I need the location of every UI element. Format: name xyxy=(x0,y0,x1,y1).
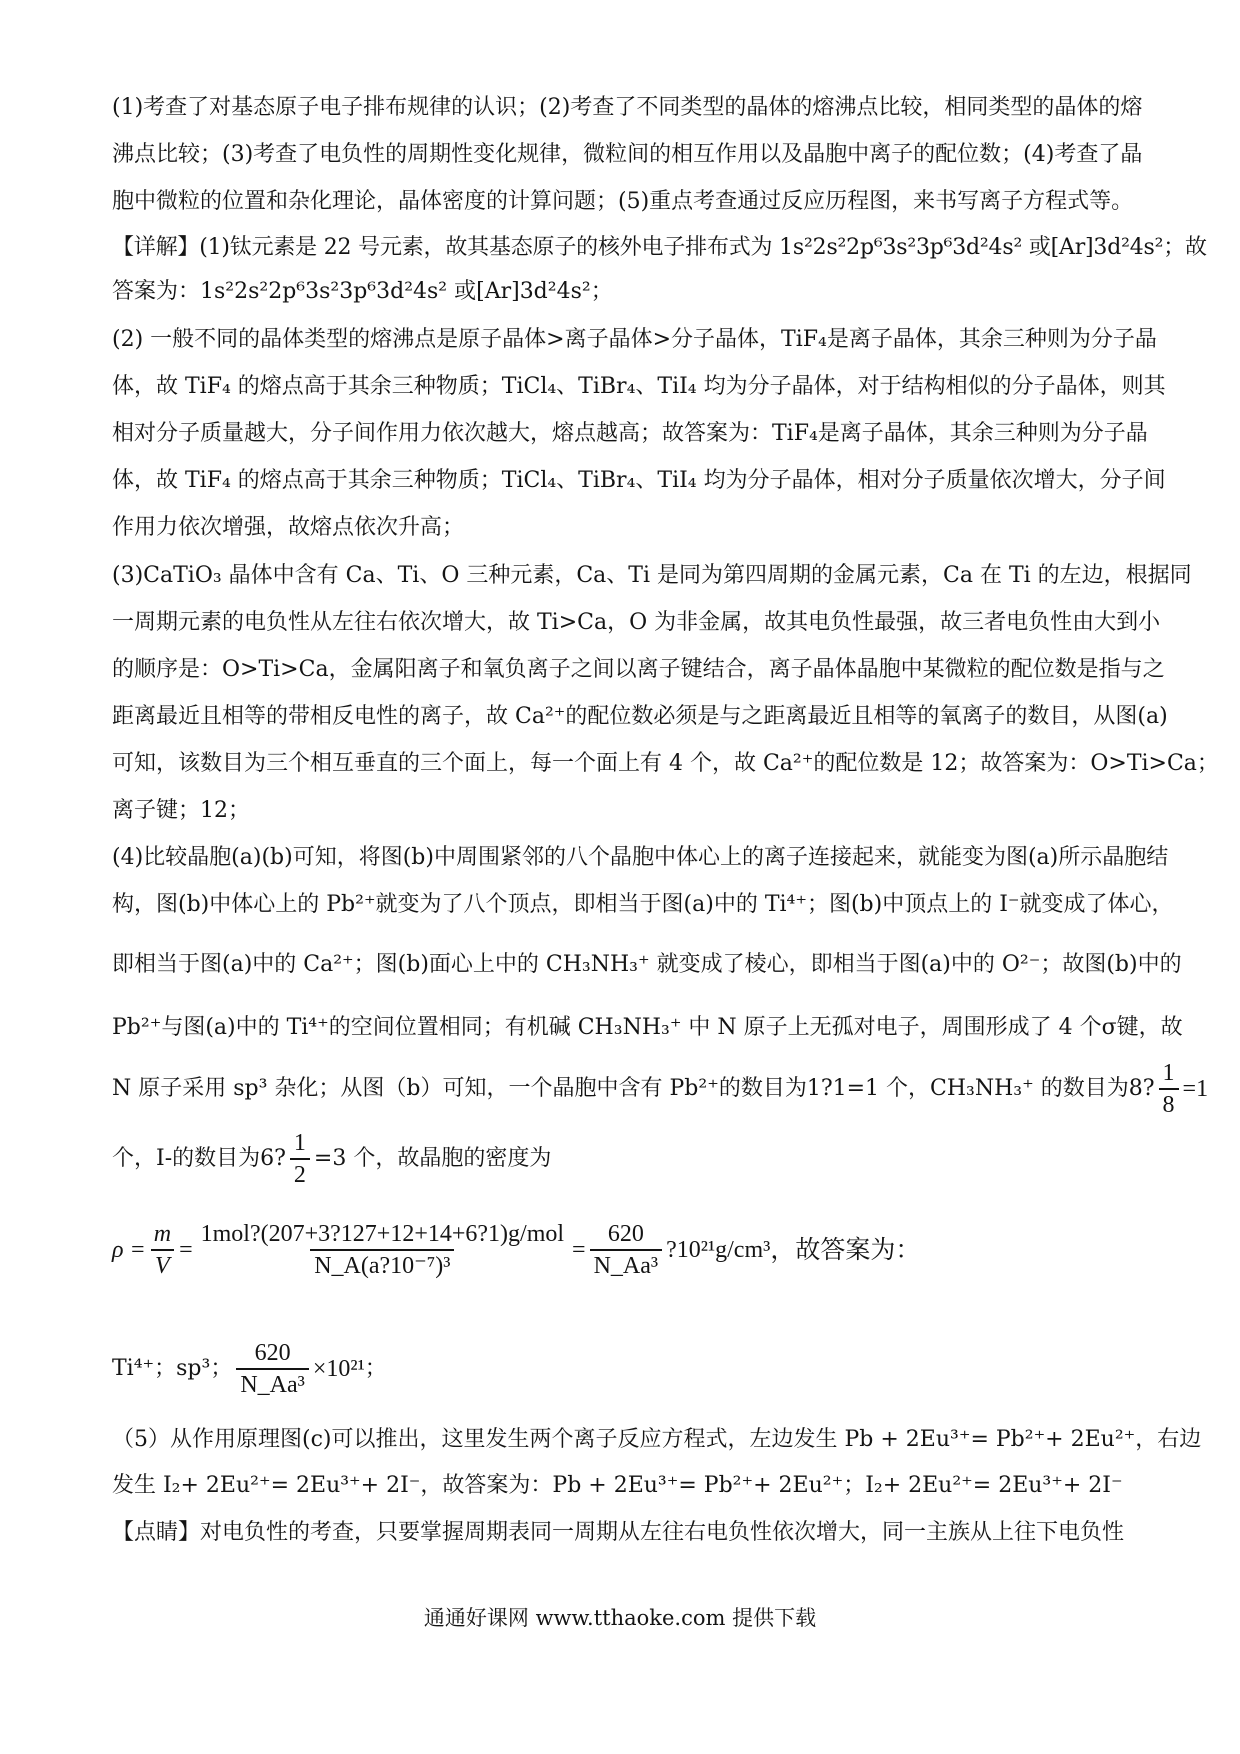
text-line: 【详解】(1)钛元素是 22 号元素，故其基态原子的核外电子排布式为 1s²2s²2p⁶3s²3p⁶3d²4s² 或[Ar]3d²4s²；故 xyxy=(112,235,1207,260)
text-line: 发生 I₂+ 2Eu²⁺= 2Eu³⁺+ 2I⁻，故答案为：Pb + 2Eu³⁺= Pb²⁺+ 2Eu²⁺；I₂+ 2Eu²⁺= 2Eu³⁺+ 2I⁻ xyxy=(112,1473,1123,1498)
fraction-one-eighth xyxy=(1159,1058,1179,1120)
text-segment: ，故答案为： xyxy=(770,1235,921,1264)
text-line-with-fraction xyxy=(112,1058,1209,1120)
text-line: 体，故 TiF₄ 的熔点高于其余三种物质；TiCl₄、TiBr₄、TiI₄ 均为分子晶体，对于结构相似的分子晶体，则其 xyxy=(112,374,1166,399)
text-line: (1)考查了对基态原子电子排布规律的认识；(2)考查了不同类型的晶体的熔沸点比较，相同类型的晶体的熔 xyxy=(112,95,1143,120)
fraction-denominator: 2 xyxy=(290,1158,310,1190)
page-footer: 通通好课网 www.tthaoke.com 提供下载 xyxy=(423,1606,817,1630)
fraction-answer xyxy=(236,1338,309,1400)
equals-sign: = xyxy=(179,1237,193,1263)
text-line: 一周期元素的电负性从左往右依次增大，故 Ti>Ca，O 为非金属，故其电负性最强，故三者电负性由大到小 xyxy=(112,610,1161,635)
fraction-denominator: 8 xyxy=(1159,1088,1179,1120)
fraction-density-result xyxy=(590,1219,663,1281)
text-line: （5）从作用原理图(c)可以推出，这里发生两个离子反应方程式，左边发生 Pb + 2Eu³⁺= Pb²⁺+ 2Eu²⁺，右边 xyxy=(112,1427,1202,1452)
fraction-denominator: N_Aa³ xyxy=(590,1249,663,1281)
text-line: 的顺序是：O>Ti>Ca，金属阳离子和氧负离子之间以离子键结合，离子晶体晶胞中某微粒的配位数是指与之 xyxy=(112,657,1165,682)
fraction-suffix: =1 xyxy=(1182,1076,1209,1102)
text-segment: =3 个，故晶胞的密度为 xyxy=(313,1146,552,1171)
fraction-numerator: 1 xyxy=(1162,1060,1175,1086)
fraction-numerator: 620 xyxy=(254,1340,291,1366)
text-line: 答案为：1s²2s²2p⁶3s²3p⁶3d²4s² 或[Ar]3d²4s²； xyxy=(112,279,613,304)
fraction-numerator: 1 xyxy=(293,1130,306,1156)
text-line: 可知，该数目为三个相互垂直的三个面上，每一个面上有 4 个，故 Ca²⁺的配位数是 12；故答案为：O>Ti>Ca； xyxy=(112,751,1219,776)
fraction-denominator: V xyxy=(151,1249,174,1281)
text-line: 【点睛】对电负性的考查，只要掌握周期表同一周期从左往右电负性依次增大，同一主族从上往下电负性 xyxy=(112,1520,1125,1545)
text-line: (2) 一般不同的晶体类型的熔沸点是原子晶体>离子晶体>分子晶体，TiF₄是离子晶体，其余三种则为分子晶 xyxy=(112,327,1157,352)
fraction-denominator: N_Aa³ xyxy=(236,1368,309,1400)
fraction-m-over-v xyxy=(150,1219,175,1281)
text-line: 相对分子质量越大，分子间作用力依次越大，熔点越高；故答案为：TiF₄是离子晶体，其余三种则为分子晶 xyxy=(112,421,1148,446)
text-line: 作用力依次增强，故熔点依次升高； xyxy=(112,515,465,540)
fraction-numerator: 620 xyxy=(607,1221,644,1247)
fraction-denominator: N_A(a?10⁻⁷)³ xyxy=(310,1249,454,1281)
text-segment: 个，I-的数目为6? xyxy=(112,1146,286,1171)
text-segment: N 原子采用 sp³ 杂化；从图（b）可知，一个晶胞中含有 Pb²⁺的数目为1?1=1 个，CH₃NH₃⁺ 的数目为8? xyxy=(112,1076,1155,1101)
text-line-with-fraction xyxy=(112,1338,1132,1400)
text-line: 体，故 TiF₄ 的熔点高于其余三种物质；TiCl₄、TiBr₄、TiI₄ 均为分子晶体，相对分子质量依次增大，分子间 xyxy=(112,468,1166,493)
text-line-with-fraction xyxy=(112,1128,1132,1190)
equals-sign: = xyxy=(572,1237,586,1263)
text-line: 沸点比较；(3)考查了电负性的周期性变化规律，微粒间的相互作用以及晶胞中离子的配位数；(4)考查了晶 xyxy=(112,142,1143,167)
text-segment: Ti⁴⁺；sp³； xyxy=(112,1356,233,1381)
formula-lhs: ρ = xyxy=(112,1237,146,1263)
text-line: 离子键；12； xyxy=(112,798,250,823)
text-line: 构，图(b)中体心上的 Pb²⁺就变为了八个顶点，即相当于图(a)中的 Ti⁴⁺；图(b)中顶点上的 I⁻就变成了体心， xyxy=(112,892,1174,917)
text-line: 距离最近且相等的带相反电性的离子，故 Ca²⁺的配位数必须是与之距离最近且相等的氧离子的数目，从图(a) xyxy=(112,704,1168,729)
text-segment: ； xyxy=(364,1356,387,1381)
text-line: (4)比较晶胞(a)(b)可知，将图(b)中周围紧邻的八个晶胞中体心上的离子连接起来，就能变为图(a)所示晶胞结 xyxy=(112,845,1169,870)
fraction-one-half xyxy=(290,1128,310,1190)
fraction-suffix: ?10²¹g/cm³ xyxy=(666,1237,771,1263)
fraction-density-expression xyxy=(197,1219,568,1281)
text-line: (3)CaTiO₃ 晶体中含有 Ca、Ti、O 三种元素，Ca、Ti 是同为第四周期的金属元素，Ca 在 Ti 的左边，根据同 xyxy=(112,563,1192,588)
fraction-numerator: m xyxy=(153,1221,172,1247)
text-line: Pb²⁺与图(a)中的 Ti⁴⁺的空间位置相同；有机碱 CH₃NH₃⁺ 中 N 原子上无孤对电子，周围形成了 4 个σ键，故 xyxy=(112,1015,1183,1040)
text-line: 胞中微粒的位置和杂化理论，晶体密度的计算问题；(5)重点考查通过反应历程图，来书写离子方程式等。 xyxy=(112,189,1134,214)
density-formula xyxy=(112,1219,1132,1281)
text-line: 即相当于图(a)中的 Ca²⁺；图(b)面心上中的 CH₃NH₃⁺ 就变成了棱心，即相当于图(a)中的 O²⁻；故图(b)中的 xyxy=(112,952,1182,977)
fraction-suffix: ×10²¹ xyxy=(312,1356,365,1382)
fraction-numerator: 1mol?(207+3?127+12+14+6?1)g/mol xyxy=(200,1221,565,1247)
